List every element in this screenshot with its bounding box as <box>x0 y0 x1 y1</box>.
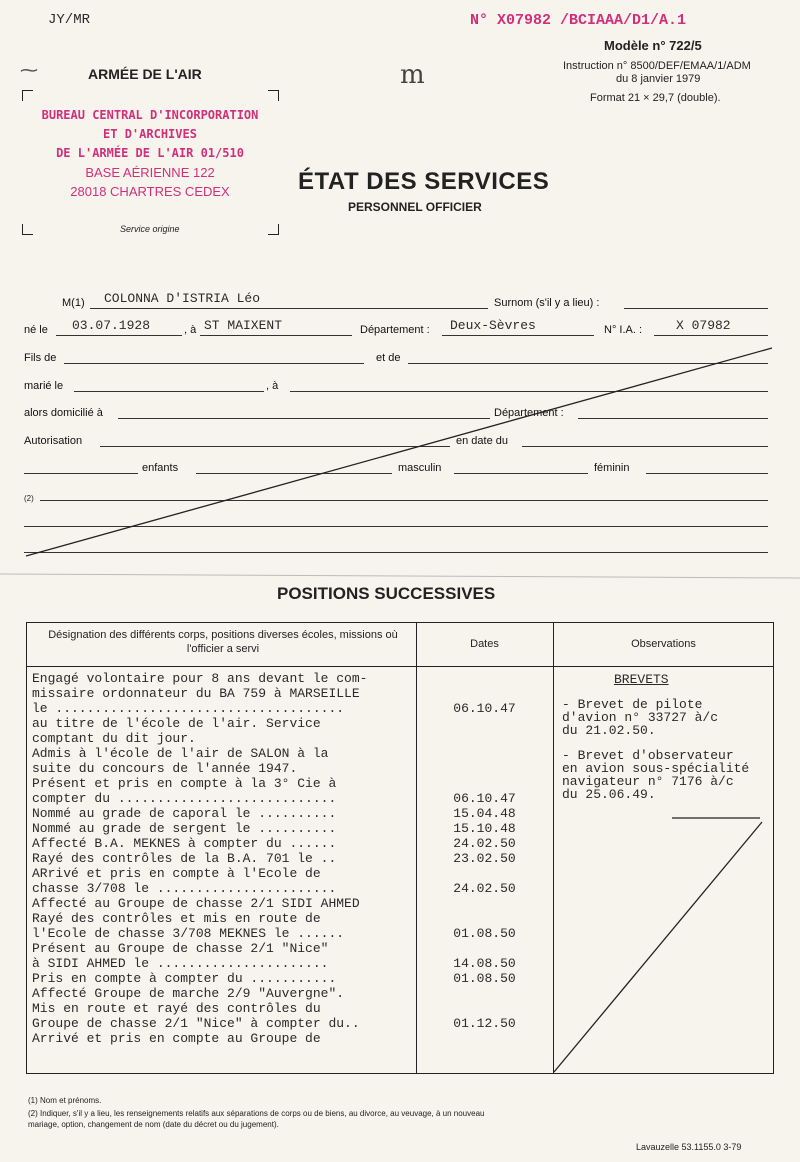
stamp-line: ET D'ARCHIVES <box>103 127 197 141</box>
table-row: Nommé au grade de sergent le .......... <box>32 821 337 836</box>
row-date: 01.08.50 <box>453 926 516 941</box>
observation-line: du 21.02.50. <box>562 723 656 738</box>
stamp-line: BASE AÉRIENNE 122 <box>85 165 215 180</box>
table-row: compter du ............................ <box>32 791 337 806</box>
note2-label: (2) <box>24 494 34 503</box>
mother-label: et de <box>376 352 401 364</box>
born-label: né le <box>24 324 48 336</box>
footnote-1: (1) Nom et prénoms. <box>28 1096 102 1105</box>
table-row: au titre de l'école de l'air. Service <box>32 716 321 731</box>
table-row: Nommé au grade de caporal le .......... <box>32 806 337 821</box>
table-row: Présent et pris en compte à la 3° Cie à <box>32 776 337 791</box>
children-label: enfants <box>142 462 179 474</box>
birth-place-value: ST MAIXENT <box>204 318 283 333</box>
stamp-line: 28018 CHARTRES CEDEX <box>70 184 230 199</box>
table-row: l'Ecole de chasse 3/708 MEKNES le ...... <box>32 926 345 941</box>
stamp-line: DE L'ARMÉE DE L'AIR 01/510 <box>56 146 244 160</box>
en-date-label: en date du <box>456 435 508 447</box>
observation-line: en avion sous-spécialité <box>562 761 750 776</box>
table-row: Engagé volontaire pour 8 ans devant le com- <box>32 671 368 686</box>
document-subtitle: PERSONNEL OFFICIER <box>348 200 482 214</box>
row-date: 14.08.50 <box>453 956 516 971</box>
col-header-designation: Désignation des différents corps, positions diverses écoles, missions où l'officier a servi <box>48 629 398 655</box>
brevets-heading: BREVETS <box>614 672 669 687</box>
ia-label: N° I.A. : <box>604 324 643 336</box>
name-value: COLONNA D'ISTRIA Léo <box>104 291 261 306</box>
table-row: Rayé des contrôles de la B.A. 701 le .. <box>32 851 337 866</box>
ia-value: X 07982 <box>676 318 731 333</box>
row-date: 23.02.50 <box>453 851 516 866</box>
observation-line: du 25.06.49. <box>562 787 656 802</box>
reference-number: N° X07982 /BCIAAA/D1/A.1 <box>470 12 687 29</box>
table-row: missaire ordonnateur du BA 759 à MARSEILLE <box>32 686 360 701</box>
table-row: Affecté au Groupe de chasse 2/1 SIDI AHMED <box>32 896 360 911</box>
observation-line: navigateur n° 7176 à/c <box>562 774 734 789</box>
stamp-line: BUREAU CENTRAL D'INCORPORATION <box>41 108 259 122</box>
army-name: ARMÉE DE L'AIR <box>88 66 202 82</box>
domicile-label: alors domicilié à <box>24 407 103 419</box>
footnote-2-line1: (2) Indiquer, s'il y a lieu, les renseignements relatifs aux séparations de corps ou de biens, au divorce, au veuvage, à un nouveau <box>28 1109 485 1118</box>
married-at-label: , à <box>266 380 279 392</box>
row-date: 24.02.50 <box>453 836 516 851</box>
format-note: Format 21 × 29,7 (double). <box>590 92 721 104</box>
table-row: suite du concours de l'année 1947. <box>32 761 298 776</box>
table-row: Affecté B.A. MEKNES à compter du ...... <box>32 836 337 851</box>
female-label: féminin <box>594 462 630 474</box>
father-label: Fils de <box>24 352 57 364</box>
initials: JY/MR <box>48 12 91 28</box>
row-date: 06.10.47 <box>453 701 516 716</box>
table-row: Mis en route et rayé des contrôles du <box>32 1001 321 1016</box>
col-header-observations: Observations <box>631 638 696 650</box>
table-row: Admis à l'école de l'air de SALON à la <box>32 746 329 761</box>
birth-date-value: 03.07.1928 <box>72 318 151 333</box>
document-title: ÉTAT DES SERVICES <box>298 168 550 195</box>
row-date: 01.12.50 <box>453 1016 516 1031</box>
table-row: Affecté Groupe de marche 2/9 "Auvergne". <box>32 986 345 1001</box>
col-header-dates: Dates <box>470 638 499 650</box>
row-date: 06.10.47 <box>453 791 516 806</box>
instruction-line2: du 8 janvier 1979 <box>616 73 701 85</box>
model-number: Modèle n° 722/5 <box>604 38 702 53</box>
printer-mark: Lavauzelle 53.1155.0 3-79 <box>636 1142 742 1152</box>
row-date: 15.10.48 <box>453 821 516 836</box>
departement2-label: Département : <box>494 407 564 419</box>
instruction-line1: Instruction n° 8500/DEF/EMAA/1/ADM <box>563 60 751 72</box>
married-label: marié le <box>24 380 64 392</box>
m-label: M(1) <box>62 297 85 309</box>
table-row: Présent au Groupe de chasse 2/1 "Nice" <box>32 941 329 956</box>
table-row: à SIDI AHMED le ...................... <box>32 956 329 971</box>
handwritten-mark: m <box>400 60 425 90</box>
pen-mark-icon: ⁓ <box>20 60 38 80</box>
service-origine-label: Service origine <box>120 224 180 234</box>
departement-label: Département : <box>360 324 430 336</box>
positions-title: POSITIONS SUCCESSIVES <box>277 584 496 603</box>
table-row: ARrivé et pris en compte à l'Ecole de <box>32 866 321 881</box>
row-date: 24.02.50 <box>453 881 516 896</box>
birth-at-label: , à <box>184 324 197 336</box>
footnote-2-line2: mariage, option, changement de nom (date du décret ou du jugement). <box>28 1120 279 1129</box>
departement-value: Deux-Sèvres <box>450 318 536 333</box>
male-label: masculin <box>398 462 442 474</box>
autorisation-label: Autorisation <box>24 435 83 447</box>
table-row: Rayé des contrôles et mis en route de <box>32 911 321 926</box>
row-date: 01.08.50 <box>453 971 516 986</box>
table-row: chasse 3/708 le ....................... <box>32 881 337 896</box>
table-row: Pris en compte à compter du ........... <box>32 971 337 986</box>
observation-line: - Brevet de pilote <box>562 697 703 712</box>
surnom-label: Surnom (s'il y a lieu) : <box>494 297 600 309</box>
table-row: Arrivé et pris en compte au Groupe de <box>32 1031 321 1046</box>
row-date: 15.04.48 <box>453 806 516 821</box>
observation-line: - Brevet d'observateur <box>562 748 734 763</box>
observation-line: d'avion n° 33727 à/c <box>562 710 719 725</box>
table-row: comptant du dit jour. <box>32 731 196 746</box>
table-row: Groupe de chasse 2/1 "Nice" à compter du.. <box>32 1016 360 1031</box>
table-row: le ..................................... <box>32 701 345 716</box>
